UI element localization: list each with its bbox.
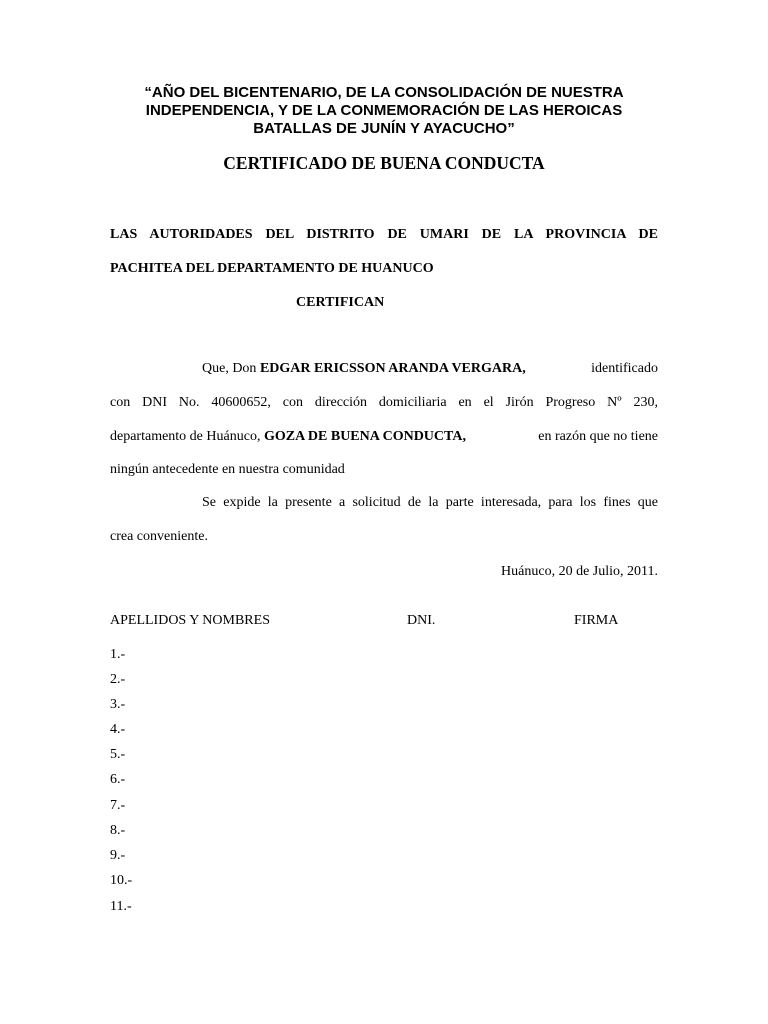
paragraph-line [110, 428, 658, 445]
paragraph-text-fragment [202, 360, 526, 377]
paragraph-line: Se expide la presente a solicitud de la parte interesada, para los fines que [202, 495, 658, 510]
year-title-line: INDEPENDENCIA, Y DE LA CONMEMORACIÓN DE LAS HEROICAS [145, 102, 623, 119]
person-name: EDGAR ERICSSON ARANDA VERGARA, [259, 361, 526, 376]
paragraph-text: departamento de Huánuco, [110, 429, 264, 444]
paragraph-line: ningún antecedente en nuestra comunidad [110, 462, 345, 477]
year-title-line: “AÑO DEL BICENTENARIO, DE LA CONSOLIDACIÓN DE NUESTRA [144, 84, 624, 101]
authorities-line-1: LAS AUTORIDADES DEL DISTRITO DE UMARI DE LA PROVINCIA DE [110, 227, 658, 242]
paragraph-text: Que, Don [202, 361, 260, 376]
list-item: 1.- [110, 647, 126, 662]
list-item: 8.- [110, 823, 126, 838]
list-item: 10.- [110, 873, 133, 888]
list-item: 9.- [110, 848, 126, 863]
year-title-line: BATALLAS DE JUNÍN Y AYACUCHO” [253, 120, 515, 137]
column-header-signature: FIRMA [574, 613, 619, 628]
list-item: 11.- [110, 899, 132, 914]
paragraph-text: en razón que no tiene [538, 429, 658, 444]
column-header-dni: DNI. [407, 613, 436, 628]
paragraph-line: crea conveniente. [110, 529, 208, 544]
paragraph-line: con DNI No. 40600652, con dirección domiciliaria en el Jirón Progreso Nº 230, [110, 395, 658, 410]
date-line: Huánuco, 20 de Julio, 2011. [501, 564, 658, 579]
list-item: 4.- [110, 722, 126, 737]
column-header-names: APELLIDOS Y NOMBRES [110, 613, 270, 628]
list-item: 5.- [110, 747, 126, 762]
authorities-line-2: PACHITEA DEL DEPARTAMENTO DE HUANUCO [110, 261, 434, 276]
document-title: CERTIFICADO DE BUENA CONDUCTA [223, 153, 545, 173]
certifican-heading: CERTIFICAN [296, 295, 385, 310]
paragraph-line [202, 360, 658, 377]
conduct-statement: GOZA DE BUENA CONDUCTA, [263, 429, 466, 444]
paragraph-text: identificado [591, 361, 658, 376]
list-item: 3.- [110, 697, 126, 712]
paragraph-text-fragment [110, 428, 466, 445]
list-item: 6.- [110, 772, 126, 787]
year-title [110, 84, 658, 138]
list-item: 7.- [110, 798, 126, 813]
list-item: 2.- [110, 672, 126, 687]
